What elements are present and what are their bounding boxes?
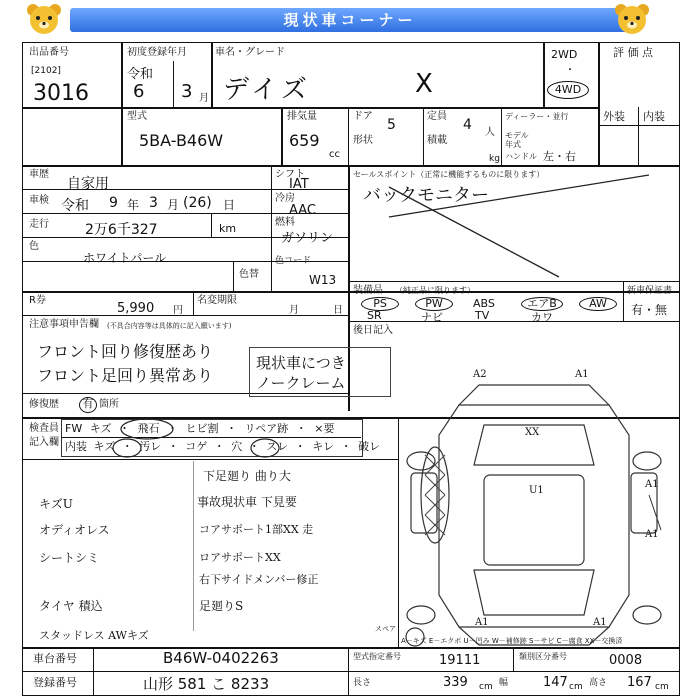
mark-xx: XX	[525, 427, 540, 438]
equip-leather: カワ	[531, 311, 553, 324]
inspector-label-2: 記入欄	[29, 437, 59, 448]
insp-year-unit: 年	[127, 198, 140, 212]
remark-right-3: コアサポート1部XX 走	[199, 523, 314, 536]
note-line-2: フロント足回り異常あり	[37, 366, 214, 385]
inspector-circle-marks	[23, 413, 398, 463]
plate-number: 山形 581 こ 8233	[143, 675, 270, 693]
insp-day: (26)	[183, 195, 212, 211]
insp-fw: FW	[65, 422, 83, 435]
warranty-value: 有・無	[631, 303, 668, 317]
insp-chip: 飛石	[137, 422, 160, 435]
lot-code: [2102]	[31, 66, 61, 76]
mark-a1-bottom-2: A1	[593, 617, 607, 628]
reg-year: 6	[133, 81, 145, 102]
fuel-label: 燃料	[275, 217, 295, 228]
aircon-label: 冷房	[275, 193, 295, 204]
load-label: 積載	[427, 135, 447, 146]
aircon: AAC	[289, 203, 316, 218]
insp-era: 令和	[61, 198, 89, 214]
height: 167	[627, 675, 652, 690]
insp-crack: ヒビ割	[185, 422, 219, 435]
name-change-day: 日	[333, 305, 343, 316]
doors: 5	[387, 117, 396, 133]
mark-a1-right-2: A1	[645, 529, 659, 540]
length-label: 長さ	[353, 678, 372, 688]
warranty-label: 新車保証書	[627, 286, 673, 296]
equip-pw: PW	[415, 297, 453, 311]
recycle-amount: 5,990	[117, 301, 155, 316]
mileage: 2万6千327	[85, 222, 158, 238]
inspection-label: 車検	[29, 195, 49, 206]
remark-left-6: タイヤ 積込	[39, 599, 103, 613]
handle-label: ハンドル	[505, 152, 537, 161]
length-cm: cm	[479, 682, 493, 692]
lot-number: 3016	[33, 81, 89, 106]
grade: X	[415, 69, 433, 99]
insp-scuff: スレ	[266, 440, 289, 453]
type-no-label: 型式指定番号	[353, 652, 401, 661]
notes-label: 注意事項申告欄	[29, 319, 99, 330]
remark-left-2: キズU	[39, 497, 73, 511]
equip-tv: TV	[475, 309, 490, 322]
plate-label: 登録番号	[33, 676, 77, 689]
selling-label: セールスポイント（正常に機能するものに限ります）	[353, 170, 545, 179]
insp-dirt: 汚レ	[139, 440, 162, 453]
type-no: 19111	[439, 653, 481, 668]
handle-value: 左・右	[543, 150, 576, 163]
color: ホワイトパール	[83, 251, 167, 265]
remark-right-2: 事故現状車 下見要	[197, 495, 297, 509]
insp-scratch: キズ	[89, 422, 112, 435]
no-claim-stamp	[249, 347, 391, 397]
remark-right-1: 下足廻り 曲り大	[203, 469, 291, 483]
mark-u1: U1	[529, 485, 544, 496]
category: 自家用	[67, 176, 109, 192]
cc: cc	[329, 149, 340, 160]
recycle-label: R券	[29, 295, 46, 306]
insp-hole: 穴	[231, 440, 243, 453]
spare-label: スペア	[375, 625, 396, 633]
repaint-label: 色替	[239, 269, 259, 280]
mark-a1-top: A1	[575, 369, 589, 380]
equipment-note: （純正品に限ります）	[395, 286, 475, 295]
shape-label: 形状	[353, 135, 373, 146]
class-no-label: 類別区分番号	[519, 652, 567, 661]
remark-right-5: 右下サイドメンバー修正	[199, 573, 319, 586]
capacity: 4	[463, 117, 472, 133]
lot-label: 出品番号	[29, 47, 69, 58]
color-code-label: 色コード	[275, 256, 312, 266]
person-unit: 人	[485, 127, 495, 138]
selling-crossout	[349, 165, 679, 281]
chassis-label: 車台番号	[33, 652, 77, 665]
kg: kg	[489, 154, 500, 164]
selling-text: バックモニター	[363, 185, 489, 206]
color-label: 色	[29, 241, 39, 252]
bear-mascot-icon	[24, 2, 64, 36]
auction-sheet: 出品番号 [2102] 3016 初度登録年月 令和 6 3 月 車名・グレード デイズ X 2WD ・ 4WD 評 価 点 型式 5BA-B46W 排気量 659 cc ドア 5 形状 定員 4 人 積載 kg ディーラー・並行 モデル年式 ハンドル 左・右 外装 内装 車歴 自家用 車検 令和 9 年 3 月 (26) 日 走行 2万6千327 km 色 ホワイトパール 色替 シフト IAT 冷房 AAC 燃料 ガソリン 色コード W13 セールスポイント（正常に機能するものに限ります） バックモニター R券 5,990 円 名変期限 月 日 装備品 （純正品に限ります） PS PW ABS エアB AW SR ナビ TV カワ 新車保証書 有・無 注意事項申告欄 (不具合内容等は具体的に記入願います) フロント回り修復歴あり フロント足回り異常あり 現状車につき ノークレーム 後日記入 修復歴 有 箇所 検査員 記入欄 FW キズ ・ 飛石 ・ ヒビ割 ・ リペア跡 ・ ×要 内装 キズ ・ 汚レ ・ コゲ ・ 穴 ・ スレ ・ キレ ・ 破レ 下足廻り 曲り大 キズU 事故現状車 下見要 オディオレス コアサポート1部XX 走 シートシミ ロアサポートXX 右下サイドメンバー修正 タイヤ 積込 足廻りS スタッドレス AWキズ A2 A1 XX U1 A1 A1 A1 A1 スペア A－キズ E－エクボ U－凹み W－補修跡 S－サビ C－腐食 XX－交換済 車台番号 B46W-0402263 登録番号 山形 581 こ 8233 型式指定番号 19111 類別区分番号 0008 長さ 339 cm 幅 147 cm 高さ 167 cm	[22, 42, 680, 696]
length: 339	[443, 675, 468, 690]
car-name: デイズ	[223, 75, 311, 105]
fuel: ガソリン	[281, 231, 334, 246]
drive-4wd: 4WD	[547, 81, 589, 99]
bear-mascot-icon	[612, 2, 652, 36]
equip-abs: ABS	[473, 297, 495, 310]
insp-day-unit: 日	[223, 198, 236, 212]
banner-title: 現状車コーナー	[70, 8, 630, 32]
color-code: W13	[309, 273, 337, 287]
insp-cut: キレ	[312, 440, 335, 453]
stamp-line-1: 現状車につき	[256, 354, 346, 372]
note-line-1: フロント回り修復歴あり	[37, 342, 214, 361]
insp-int-scratch: キズ	[93, 440, 116, 453]
drive-2wd: 2WD	[551, 48, 578, 61]
dealer-label: ディーラー・並行	[505, 112, 569, 121]
era: 令和	[127, 67, 154, 82]
equipment-label: 装備品	[353, 285, 383, 296]
remark-left-4: シートシミ	[39, 551, 100, 565]
equip-ps: PS	[361, 297, 399, 311]
mark-a2: A2	[473, 369, 487, 380]
category-label: 車歴	[29, 169, 49, 180]
mileage-label: 走行	[29, 219, 49, 230]
remark-right-6: 足廻りS	[199, 599, 244, 613]
stamp-line-2: ノークレーム	[256, 374, 346, 392]
repair-value: 有	[79, 397, 97, 413]
banner	[0, 0, 700, 38]
name-change-month: 月	[289, 305, 299, 316]
name-label: 車名・グレード	[215, 47, 285, 58]
month-unit: 月	[199, 93, 209, 104]
equip-airbag: エアB	[521, 297, 563, 311]
interior-label: 内装	[643, 110, 665, 123]
equip-navi: ナビ	[421, 311, 443, 324]
repair-label: 修復歴	[29, 399, 59, 410]
insp-tear: 破レ	[358, 440, 381, 453]
repair-suffix: 箇所	[99, 399, 119, 410]
insp-year: 9	[109, 195, 118, 211]
drive-sep: ・	[565, 65, 575, 76]
rating-label: 評 価 点	[613, 46, 653, 59]
rear-entry-label: 後日記入	[353, 325, 393, 336]
mark-a1-right: A1	[645, 479, 659, 490]
equip-sr: SR	[367, 309, 382, 322]
remark-left-7: スタッドレス AWキズ	[39, 629, 149, 642]
insp-interior: 内装	[65, 440, 87, 453]
width-label: 幅	[499, 678, 509, 688]
notes-small: (不具合内容等は具体的に記入願います)	[107, 322, 232, 330]
insp-repair: リペア跡	[244, 422, 289, 435]
shift-label: シフト	[275, 169, 305, 180]
model: 5BA-B46W	[139, 131, 224, 150]
exterior-label: 外装	[603, 110, 625, 123]
equip-aw: AW	[579, 297, 617, 311]
height-label: 高さ	[589, 678, 608, 688]
km: km	[219, 222, 237, 235]
first-reg-label: 初度登録年月	[127, 47, 187, 58]
type-label: 型式	[127, 111, 147, 122]
remark-left-3: オディオレス	[39, 523, 110, 537]
displacement-label: 排気量	[287, 111, 317, 122]
door-label: ドア	[353, 111, 373, 122]
damage-diagram	[399, 365, 679, 647]
capacity-label: 定員	[427, 111, 447, 122]
insp-month: 3	[149, 195, 158, 211]
remark-right-4: ロアサポートXX	[199, 551, 281, 564]
inspector-label: 検査員	[29, 423, 59, 434]
reg-month: 3	[181, 81, 193, 102]
mark-a1-bottom: A1	[475, 617, 489, 628]
height-cm: cm	[655, 682, 669, 692]
width: 147	[543, 675, 568, 690]
damage-legend: A－キズ E－エクボ U－凹み W－補修跡 S－サビ C－腐食 XX－交換済	[401, 637, 623, 645]
insp-burn: コゲ	[185, 440, 208, 453]
yen: 円	[173, 305, 183, 316]
chassis-number: B46W-0402263	[163, 649, 279, 667]
insp-month-unit: 月	[167, 198, 180, 212]
width-cm: cm	[569, 682, 583, 692]
shift: IAT	[289, 177, 309, 192]
model-year-label: モデル年式	[505, 131, 529, 149]
displacement: 659	[289, 131, 320, 150]
insp-replace: ×要	[314, 422, 335, 435]
name-change-label: 名変期限	[197, 295, 237, 306]
class-no: 0008	[609, 653, 643, 668]
